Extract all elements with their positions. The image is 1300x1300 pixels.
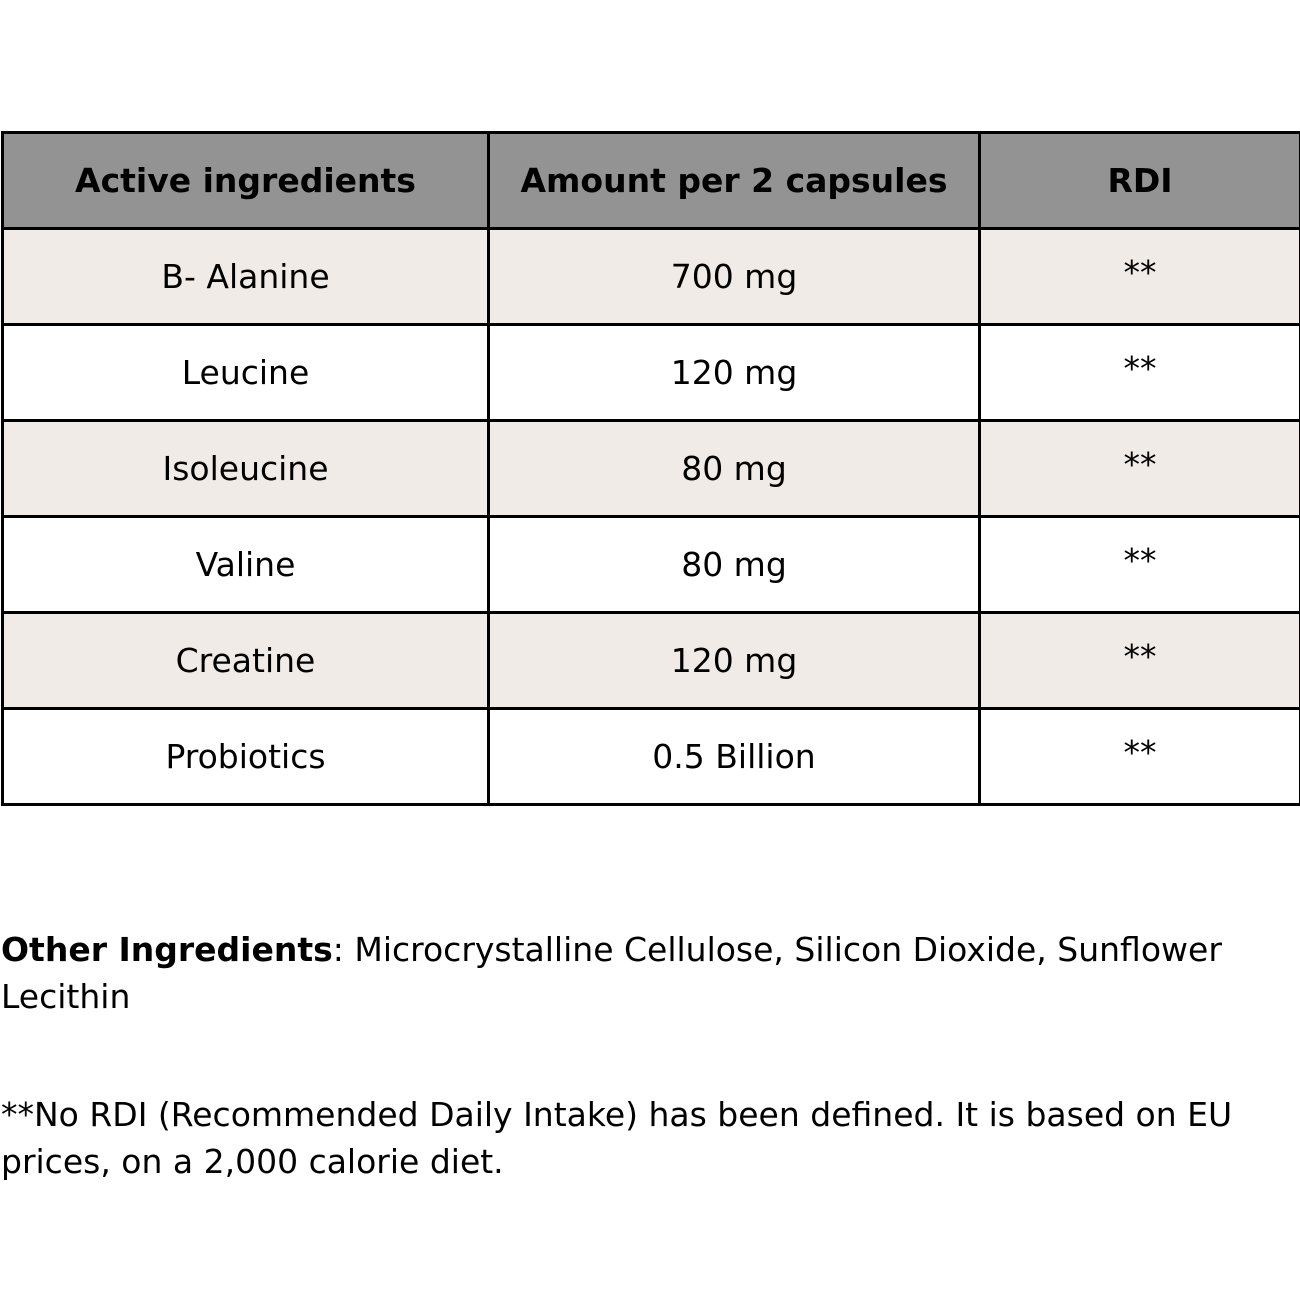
rdi-cell: ** [980,325,1300,421]
table-row [3,229,1300,325]
rdi-cell: ** [980,421,1300,517]
ingredient-cell: Isoleucine [3,421,489,517]
table-row [3,709,1300,805]
rdi-cell: ** [980,517,1300,613]
ingredient-cell: B- Alanine [3,229,489,325]
table-row [3,517,1300,613]
header-amount-per-2-capsules: Amount per 2 capsules [489,133,980,229]
header-rdi: RDI [980,133,1300,229]
table-row [3,421,1300,517]
other-ingredients [1,926,1261,1020]
other-ingredients-label: Other Ingredients [1,930,333,969]
header-active-ingredients: Active ingredients [3,133,489,229]
rdi-cell: ** [980,613,1300,709]
ingredient-cell: Valine [3,517,489,613]
table-header-row [3,133,1300,229]
ingredient-cell: Leucine [3,325,489,421]
amount-cell: 120 mg [489,325,980,421]
ingredient-cell: Probiotics [3,709,489,805]
ingredients-table [1,131,1300,806]
rdi-footnote: **No RDI (Recommended Daily Intake) has been defined. It is based on EU prices, on a 2,000 calorie diet. [1,1095,1233,1181]
rdi-cell: ** [980,709,1300,805]
amount-cell: 80 mg [489,517,980,613]
table-row [3,325,1300,421]
amount-cell: 80 mg [489,421,980,517]
amount-cell: 700 mg [489,229,980,325]
rdi-cell: ** [980,229,1300,325]
amount-cell: 120 mg [489,613,980,709]
table-row [3,613,1300,709]
amount-cell: 0.5 Billion [489,709,980,805]
ingredient-cell: Creatine [3,613,489,709]
other-ingredients-text: : Microcrystalline Cellulose, Silicon Dioxide, Sunflower Lecithin [1,930,1222,1016]
